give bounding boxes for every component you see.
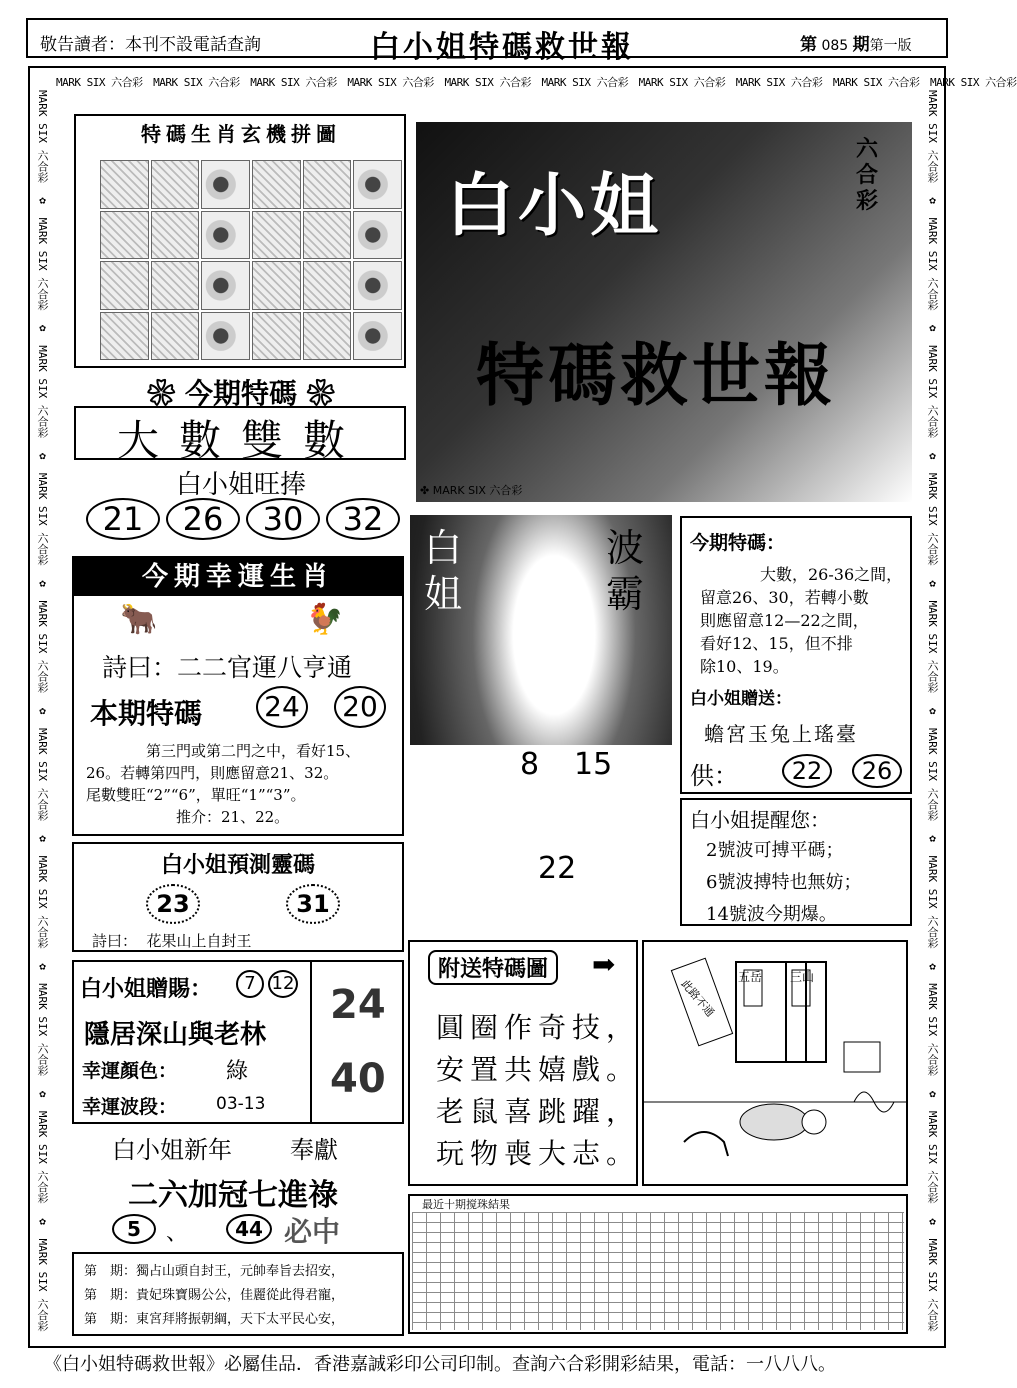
flower-icon: ❀ (306, 377, 335, 410)
gift-number: 7 (236, 970, 264, 998)
poster-line2: 特碼救世報 (476, 336, 837, 416)
past-line: 第 期：貴妃珠寶賜公公，佳麗從此得君寵， (84, 1288, 345, 1303)
newyear-number: 44 (226, 1214, 272, 1244)
reminder-heading: 白小姐提醒您： (690, 808, 830, 832)
issue-prefix: 第 (800, 35, 817, 55)
special-number: 24 (256, 686, 308, 728)
newyear-number: 5 (112, 1214, 156, 1244)
issue-number: 085 (821, 38, 849, 54)
forecast-number: 31 (286, 884, 340, 924)
poster-line1: 白小姐 (446, 166, 663, 246)
gift-label: 白小姐贈送： (690, 689, 792, 709)
pick-label: 白小姐旺捧 (175, 470, 306, 500)
issue-suffix: 期 (852, 35, 870, 55)
right-special-heading: 今期特碼： (690, 532, 786, 554)
right-special-line: 除10、19。 (700, 657, 789, 676)
newyear-heading: 白小姐新年 (112, 1136, 232, 1164)
cartoon-illustration (644, 942, 906, 1184)
gift-divider (310, 962, 312, 1122)
photo-paper (410, 745, 672, 915)
pick-numbers (86, 498, 406, 540)
riddle-line: 老鼠喜跳躍， (436, 1095, 641, 1128)
lucky-poem: 詩曰：二二官運八亨通 (102, 653, 353, 682)
right-special-line: 留意26、30，若轉小數 (700, 588, 869, 607)
puzzle-grid (100, 160, 402, 360)
reminder-line: 14號波今期爆。 (706, 904, 837, 925)
supply-label: 供： (690, 762, 738, 790)
photo-right-text: 波霸 (606, 526, 645, 616)
gift-box-label: 白小姐贈賜： (80, 976, 213, 1002)
lucky-body-2: 26。若轉第四門，則應留意21、32。 (86, 764, 339, 782)
photo-box (410, 515, 672, 915)
separator-comma: 、 (166, 1221, 189, 1246)
special-number: 20 (334, 686, 386, 728)
right-special-line: 則應留意12—22之間， (700, 611, 869, 630)
supply-number: 26 (852, 754, 902, 788)
right-border-strip: MARK SIX 六合彩 ✿ MARK SIX 六合彩 ✿ MARK SIX 六合彩 ✿ MARK SIX 六合彩 ✿ MARK SIX 六合彩 ✿ MARK SIX 六合彩 ✿ MARK SIX 六合彩 ✿ MARK SIX 六合彩 ✿ MARK SIX 六合彩 ✿ MARK SIX 六合彩 (926, 90, 939, 1332)
top-border-strip: MARK SIX 六合彩 MARK SIX 六合彩 MARK SIX 六合彩 MARK SIX 六合彩 MARK SIX 六合彩 MARK SIX 六合彩 MARK SIX 六合彩 MARK SIX 六合彩 MARK SIX 六合彩 MARK SIX 六合彩 (56, 76, 1017, 89)
riddle-title: 附送特碼圖 (428, 950, 558, 985)
newyear-sure: 必中 (284, 1215, 341, 1248)
riddle-line: 玩物喪大志。 (436, 1137, 641, 1170)
right-special-line: 大數，26-36之間， (760, 565, 903, 584)
left-border-strip: MARK SIX 六合彩 ✿ MARK SIX 六合彩 ✿ MARK SIX 六合彩 ✿ MARK SIX 六合彩 ✿ MARK SIX 六合彩 ✿ MARK SIX 六合彩 ✿ MARK SIX 六合彩 ✿ MARK SIX 六合彩 ✿ MARK SIX 六合彩 ✿ MARK SIX 六合彩 (36, 90, 49, 1332)
lucky-color-label: 幸運顏色： (82, 1060, 178, 1082)
lucky-body-1: 第三門或第二門之中，看好15、 (146, 742, 361, 760)
poster-badge: 六合彩 (856, 136, 879, 214)
poster-logo: ✤ MARK SIX 六合彩 (420, 484, 523, 497)
this-issue-subtitle: 大數雙數 (116, 416, 365, 465)
gift-number: 12 (268, 970, 298, 998)
lucky-zodiac-heading: 今期幸運生肖 (74, 558, 402, 596)
rooster-icon: 🐓 (306, 602, 344, 637)
gift-phrase: 隱居深山與老林 (84, 1020, 267, 1050)
lucky-recommend: 推介：21、22。 (176, 808, 290, 826)
pick-number: 26 (166, 498, 240, 540)
past-line: 第 期：東宮拜將振朝綱，天下太平民心安， (84, 1312, 345, 1327)
cartoon-sign-c: 此路不通 (678, 977, 717, 1020)
forecast-poem: 詩曰： 花果山上自封王 (92, 932, 252, 950)
newyear-phrase: 二六加冠七進祿 (128, 1178, 338, 1213)
footer-text: 《白小姐特碼救世報》必屬佳品．香港嘉誠彩印公司印制。查詢六合彩開彩結果，電話：一八八八。 (44, 1354, 836, 1375)
lucky-color-value: 綠 (226, 1059, 249, 1084)
right-special-line: 看好12、15，但不排 (700, 634, 853, 653)
masthead-title: 白小姐特碼救世報 (370, 30, 634, 65)
lucky-body-3: 尾數雙旺“2”“6”，單旺“1”“3”。 (86, 786, 306, 804)
gift-side-b: 40 (330, 1056, 386, 1102)
special-label: 本期特碼 (90, 697, 203, 730)
photo-num-a: 8 (520, 747, 540, 782)
riddle-line: 安置共嬉戲。 (436, 1053, 641, 1086)
forecast-number: 23 (146, 884, 200, 924)
results-title: 最近十期搅珠結果 (422, 1198, 510, 1211)
lucky-band-label: 幸運波段： (82, 1096, 178, 1118)
this-issue-heading: ❀ 今期特碼 ❀ (147, 377, 335, 410)
photo-num-b: 15 (574, 747, 613, 782)
photo-num-c: 22 (538, 851, 577, 886)
supply-number: 22 (782, 754, 832, 788)
newyear-heading-b: 奉獻 (290, 1136, 338, 1164)
riddle-line: 圓圈作奇技， (436, 1011, 641, 1044)
cartoon-sign-b: 三山 (790, 970, 815, 984)
reminder-line: 6號波搏特也無妨； (706, 872, 862, 893)
photo-left-text: 白姐 (424, 526, 463, 616)
past-line: 第 期：獨占山頭自封王，元帥奉旨去招安， (84, 1264, 345, 1279)
lucky-band-value: 03-13 (216, 1094, 266, 1114)
issue-info (800, 30, 912, 55)
pick-number: 32 (326, 498, 400, 540)
ox-icon: 🐂 (120, 602, 158, 637)
pick-number: 30 (246, 498, 320, 540)
forecast-heading: 白小姐預測靈碼 (160, 852, 315, 878)
gift-side-a: 24 (330, 982, 386, 1028)
clover-icon: ✤ (420, 484, 430, 497)
gift-poem: 蟾宮玉兔上瑤臺 (704, 722, 858, 746)
reader-notice: 敬告讀者：本刊不設電話查詢 (40, 35, 261, 55)
poster-image (416, 122, 912, 502)
results-grid (412, 1212, 904, 1330)
cartoon-sign-a: 五岳 (738, 970, 763, 984)
arrow-right-icon: ➡ (592, 948, 616, 981)
flower-icon: ❀ (147, 377, 176, 410)
puzzle-title: 特碼生肖玄機拼圖 (141, 122, 341, 146)
edition: 第一版 (869, 38, 912, 54)
pick-number: 21 (86, 498, 160, 540)
reminder-line: 2號波可搏平碼； (706, 840, 844, 861)
